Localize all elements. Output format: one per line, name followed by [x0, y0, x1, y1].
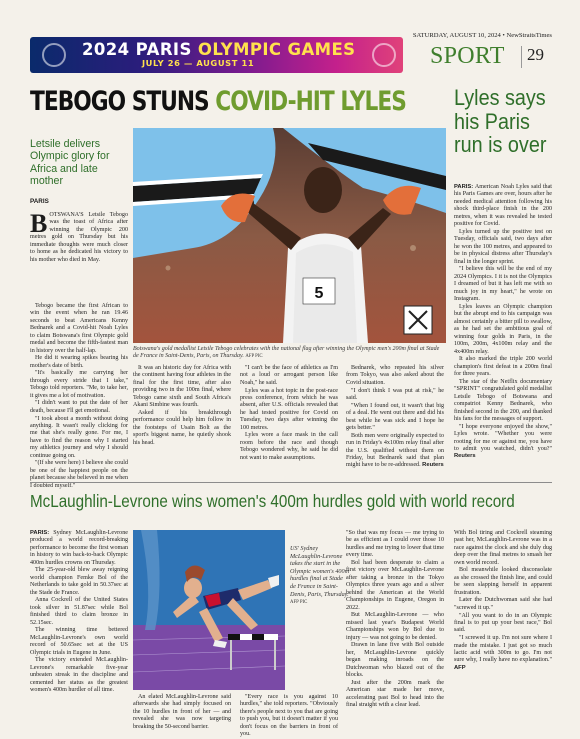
story3-column: PARIS: Sydney McLaughlin-Levrone produced a world record-breaking performance to become the first woman in history to win back-to-back Olympic 400m hurdles crowns on Thursday. The 25-year-old blew away reigning world champion Femke Bol of the Netherlands to take gold in 50.37sec at the Stade de France. Anna Cockrell of the United States took silver in 51.87sec while Bol finished third to claim bronze in 52.15sec. The winning time bettered McLaughlin-Levrone's own world record of 50.65sec set at the US Olympic trials in Eugene in June. The victory extended McLaughlin-Levrone's remarkable five-year unbeaten streak in the discipline and cemented her status as the greatest women's 400m hurdler of all time.	[30, 530, 128, 694]
story1-headline: TEBOGO STUNS COVID-HIT LYLES	[30, 86, 406, 117]
story3-headline: McLaughlin-Levrone wins women's 400m hurdles gold with world record	[30, 491, 515, 511]
story2-dateline: PARIS:	[454, 184, 474, 190]
mclaughlin-levrone-race-photo	[133, 530, 285, 690]
story1-signoff: Reuters	[422, 462, 444, 469]
story1-byline: PARIS	[30, 198, 49, 205]
bib-number: 5	[314, 285, 324, 302]
olympic-rings-logo	[42, 43, 66, 67]
banner-dates: JULY 26 — AUGUST 11	[142, 58, 255, 68]
story3-column: With Bol tiring and Cockrell steaming past her, McLaughlin-Levrone was in a race against the clock and she duly dug deep over the final metres to smash her own world record. Bol meanwhile looked disconsolate as she crossed the finish line, and could be seen slapping herself in apparent frustration. Later the Dutchwoman said she had "screwed it up." "All you want to do in an Olympic final is to put up your best race," Bol said. "I screwed it up. I'm not sure where I made the mistake. I just got so much lactic acid with 300m to go. I'm not sure why, I really have no explanation." AFP	[454, 530, 552, 671]
hurdles-photo-illustration	[133, 530, 285, 690]
paris-2024-logo	[372, 43, 396, 67]
page-number: 29	[527, 45, 544, 64]
tebogo-celebration-photo	[133, 128, 446, 343]
drop-cap: B	[30, 209, 48, 238]
story3-column: An elated McLaughlin-Levrone said afterwards she had simply focused on the 10 hurdles in front of her — and revealed she was now targeting breaking the 50-second barrier.	[133, 694, 231, 730]
section-divider	[30, 482, 552, 483]
tebogo-photo-illustration	[133, 128, 446, 343]
olympic-games-banner	[30, 37, 403, 73]
banner-title: 2024 PARIS OLYMPIC GAMES	[82, 40, 356, 59]
story2-headline: Lyles says his Paris run is over	[454, 85, 547, 157]
section-name: SPORT	[430, 43, 505, 69]
story2-signoff: Reuters	[454, 453, 476, 460]
story1-column: It was an historic day for Africa with the continent having four athletes in the final for the first time, after also providing two in the 100m final, where Tebogo came sixth and South Africa's Akani Simbine was fourth. Asked if his breakthrough performance could help him follow in the footsteps of Usain Bolt as the sport's biggest name, he quietly shook his head.	[133, 365, 231, 446]
story3-column: "Every race is you against 10 hurdles," she told reporters. "Obviously there's people next to you that are going to push you, but it doesn't matter if you don't focus on the barriers in front of you.	[240, 694, 338, 738]
story1-deck: Letsile delivers Olympic glory for Africa and late mother	[30, 138, 110, 188]
story1-column: Bednarek, who repeated his silver from Tokyo, was also asked about the Covid situation. "I don't think I was put at risk," he said. "When I found out, it wasn't that big of a deal. He went out there and did his best while he was sick and I hope he gets better." Both men were originally expected to run in Friday's 4x100m relay final after the U.S. qualified without them on Friday, but Bednarek said that plan might have to be re-addressed. Reuters	[346, 365, 444, 469]
story1-column: Tebogo became the first African to win the event when he ran 19.46 seconds to beat Americans Kenny Bednarek and a Covid-hit Noah Lyles to claim Botswana's first Olympic gold medal and become the fifth-fastest man in history over the half-lap. He did it wearing spikes bearing his mother's date of birth. "It's basically me carrying her through every stride that I take," Tebogo told reporters. "Me, to take her, it gives me a lot of motivation. "I didn't want to put the date of her death, because I'll get emotional. "I took about a month without doing anything. It wasn't really clicking for me that she's really gone. For me, I have to find the reason why I started my athletics journey and why I should continue going on. "(If she were here) I believe she could be one of the happiest people on the planet because she believed in me when I doubted myself."	[30, 303, 129, 489]
story3-signoff: AFP	[454, 664, 466, 671]
story3-photo-caption: US' Sydney McLaughlin-Levrone takes the start in the Olympic women's 400m hurdles final at Stade de France in Saint-Denis, Paris, Thursday. AFP PIC	[290, 545, 350, 606]
dateline: SATURDAY, AUGUST 10, 2024 • NewStraitsTimes	[412, 32, 552, 39]
divider	[521, 46, 522, 68]
story3-dateline: PARIS:	[30, 530, 50, 536]
story2-column: PARIS: American Noah Lyles said that his Paris Games are over, hours after he needed medical attention following his shock third-place finish in the 200 metres, when it was revealed he tested positive for Covid. Lyles turned up the positive test on Tuesday, officials said, two days after he won the 100 metres, and appeared to be in physical distress after Thursday's final in the longer sprint. "I believe this will be the end of my 2024 Olympics. I it is not the Olympics I dreamed of but it has left me with so much joy in my heart," he wrote on Instagram. Lyles leaves an Olympic champion but the abrupt end to his campaign was almost certainly a bitter pill to swallow, as he had set the ambitious goal of winning four golds in Paris, in the 100m, 200m, 4x100m relay and the 4x400m relay. It also marked the triple 200 world champion's first defeat in a 200m final for three years. The star of the Netflix documentary "SPRINT" congratulated gold medallist Letsile Tebogo of Botswana and compatriot Kenny Bednarek, who finished second in the 200, and thanked his fans for the messages of support. "I hope everyone enjoyed the show," Lyles wrote. "Whether you were rooting for me or against me, you have to admit you watched, didn't you?" Reuters	[454, 184, 552, 460]
story1-photo-caption: Botswana's gold medallist Letsile Tebogo celebrates with the national flag after winning the Olympic men's 200m final at Stade de France in Saint-Denis, Paris, on Thursday. AFP PIC	[133, 346, 440, 359]
story1-column: BOTSWANA'S Letsile Tebogo was the toast of Africa after winning the Olympic 200 metres gold on Thursday but his immediate thoughts were much closer to home as he dedicated his victory to his mother who died in May.	[30, 209, 128, 263]
story3-column: "So that was my focus — me trying to be as efficient as I could over those 10 hurdles and me trying to lower that time every time. Bol had been desperate to claim a first victory over McLaughlin-Levrone after taking a bronze in the Tokyo Olympics three years ago and a silver behind the American at the World Championships in Eugene, Oregon in 2022. But McLaughlin-Levrone — who missed last year's Budapest World Championships won by Bol due to injury — was not going to be denied. Drawn in lane five with Bol outside her, McLaughlin-Levrone quickly began making inroads on the Dutchwoman who blazed out of the blocks. Just after the 200m mark the American star made her move, accelerating past Bol to head into the final straight with a clear lead.	[346, 530, 444, 709]
story1-column: "I can't be the face of athletics as I'm not a loud or arrogant person like Noah," he said. Lyles was a hot topic in the post-race press conference, from which he was absent, after U.S. officials revealed that he had tested positive for Covid on Tuesday, two days after winning the 100 metres. Lyles wore a face mask in the call room before the race and though Tebogo wondered why, he said he did not want to make assumptions.	[240, 365, 338, 461]
